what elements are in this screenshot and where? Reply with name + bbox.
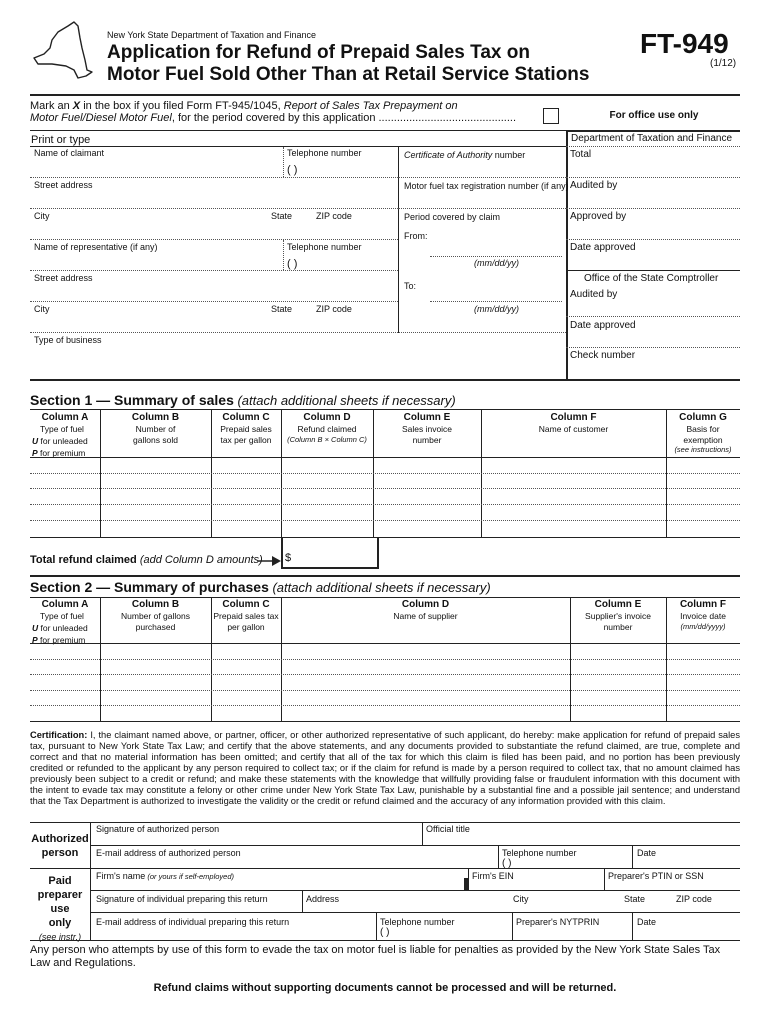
representative-zip-label: ZIP code [316,304,352,314]
representative-phone-label: Telephone number [287,242,362,252]
s2-column-a-header: Column A Type of fuel U for unleaded P for premium [32,599,89,645]
s2-column-b-header: Column B Number of gallons purchased [121,599,190,632]
preparer-date-label: Date [637,917,657,927]
s2-column-f-header: Column F Invoice date (mm/dd/yyyy) [679,599,727,631]
preparer-phone-label: Telephone number [380,917,455,927]
certification-text: Certification: I, the claimant named above, or partner, officer, or other authorized representative of such applicant, do hereby: make application for refund of prepaid sales tax, pursuant to New York State Tax Law; and certify that the above statements, and any documents provided to substantiate the refund claimed, are true, complete and correct and that no material information has been omitted; and certify that all of the tax for which this claim is filed has been paid, and no portion has been previously credited or refunded to the applicant by any person required to collect tax; or if the claim for refund is made by a person required to collect tax, that no amount claimed has previously been subject to a credit or refund; and make these statements with the knowledge that willfully providing false or fraudulent information with this document with the intent to evade tax may constitute a felony or other crime under New York State Tax Law, punishable by a substantial fine and a possible jail sentence; and understand that the Tax Department is authorized to investigate the validity or the credit or refund claimed and the accuracy of any information provided with this claim. [30,730,740,806]
period-covered-label: Period covered by claim [404,212,501,222]
penalty-warning: Any person who attempts by use of this form to evade the tax on motor fuel is liable for penalties as provided by the New York State Sales Tax Law and Regulations. [30,944,721,969]
claimant-city-label: City [34,211,50,221]
auth-email-label: E-mail address of authorized person [96,848,241,858]
representative-city-label: City [34,304,50,314]
total-refund-label: Total refund claimed (add Column D amounts) [30,554,263,566]
s2-column-c-header: Column C Prepaid sales tax per gallon [213,599,279,632]
new-york-state-outline-icon [30,18,96,80]
certificate-authority-label: Certificate of Authority number [404,150,526,160]
office-audited-by: Audited by [570,180,618,191]
s1-column-e-header: Column E Sales invoice number [401,412,453,445]
representative-phone-parens[interactable]: ( ) [287,258,298,270]
from-date-format: (mm/dd/yy) [474,258,519,268]
s1-column-b-header: Column B Number of gallons sold [131,412,180,445]
office-comptroller: Office of the State Comptroller [584,273,719,284]
period-from-label: From: [404,231,428,241]
office-check-number: Check number [570,350,636,361]
office-total: Total [570,149,592,160]
official-title-label: Official title [426,824,470,834]
claimant-street-label: Street address [34,180,93,190]
claimant-phone-label: Telephone number [287,148,362,158]
s1-column-g-header: Column G Basis for exemption (see instructions) [674,412,732,454]
office-date-approved: Date approved [570,242,636,253]
business-type-label: Type of business [34,335,102,345]
preparer-city-label: City [513,894,529,904]
fuel-registration-label: Motor fuel tax registration number (if any) [404,181,569,191]
total-refund-box[interactable]: $ [281,537,379,569]
preparer-signature-label: Signature of individual preparing this return [96,894,268,904]
claimant-name-label: Name of claimant [34,148,105,158]
arrow-right-icon [258,555,282,567]
preparer-email-label: E-mail address of individual preparing this return [96,917,290,927]
auth-phone-label: Telephone number [502,848,577,858]
s2-column-d-header: Column D Name of supplier [393,599,458,621]
form-title-line2: Motor Fuel Sold Other Than at Retail Service Stations [107,64,590,85]
filed-ft945-checkbox[interactable] [543,108,559,124]
auth-signature-label: Signature of authorized person [96,824,220,834]
auth-phone-parens[interactable]: ( ) [502,858,512,869]
s1-column-c-header: Column C Prepaid sales tax per gallon [220,412,272,445]
s1-column-d-header: Column D Refund claimed (Column B × Column C) [287,412,367,444]
representative-name-label: Name of representative (if any) [34,242,158,252]
firm-ein-marker [464,878,468,890]
form-title-line1: Application for Refund of Prepaid Sales Tax on [107,42,530,63]
preparer-state-label: State [624,894,646,904]
s1-column-a-header: Column A Type of fuel U for unleaded P for premium [32,412,89,458]
office-audited-by-2: Audited by [570,289,618,300]
to-date-format: (mm/dd/yy) [474,304,519,314]
firm-ein-label: Firm's EIN [472,871,514,881]
form-number: FT-949 [640,28,729,59]
period-to-label: To: [404,281,417,291]
office-dept: Department of Taxation and Finance [571,133,733,144]
form-revision: (1/12) [710,58,737,69]
firm-name-label: Firm's name (or yours if self-employed) [96,871,235,881]
print-or-type: Print or type [31,134,91,146]
representative-state-label: State [271,304,293,314]
paid-preparer-label: Paid preparer use only (see instr.) [37,875,83,942]
preparer-address-label: Address [306,894,340,904]
preparer-phone-parens[interactable]: ( ) [380,927,390,938]
s1-column-f-header: Column F Name of customer [538,412,609,434]
office-use-label: For office use only [609,110,699,121]
s2-column-e-header: Column E Supplier's invoice number [585,599,651,632]
authorized-person-label: Authorized person [31,833,89,859]
claimant-phone-parens[interactable]: ( ) [287,164,298,176]
section1-title: Section 1 — Summary of sales (attach additional sheets if necessary) [30,392,456,408]
preparer-ptin-label: Preparer's PTIN or SSN [608,871,704,881]
claimant-zip-label: ZIP code [316,211,352,221]
office-date-approved-2: Date approved [570,320,636,331]
section2-title: Section 2 — Summary of purchases (attach additional sheets if necessary) [30,579,491,595]
mark-box-instruction: Mark an X in the box if you filed Form FT-945/1045, Report of Sales Tax Prepayment on Motor Fuel/Diesel Motor Fuel, for the period covered by this application ............................................. [30,100,517,124]
agency-name: New York State Department of Taxation and Finance [107,30,316,40]
preparer-zip-label: ZIP code [676,894,712,904]
auth-date-label: Date [637,848,657,858]
supporting-documents-note: Refund claims without supporting documents cannot be processed and will be returned. [153,982,617,994]
representative-street-label: Street address [34,273,93,283]
preparer-nytprin-label: Preparer's NYTPRIN [516,917,600,927]
office-approved-by: Approved by [570,211,627,222]
claimant-state-label: State [271,211,293,221]
